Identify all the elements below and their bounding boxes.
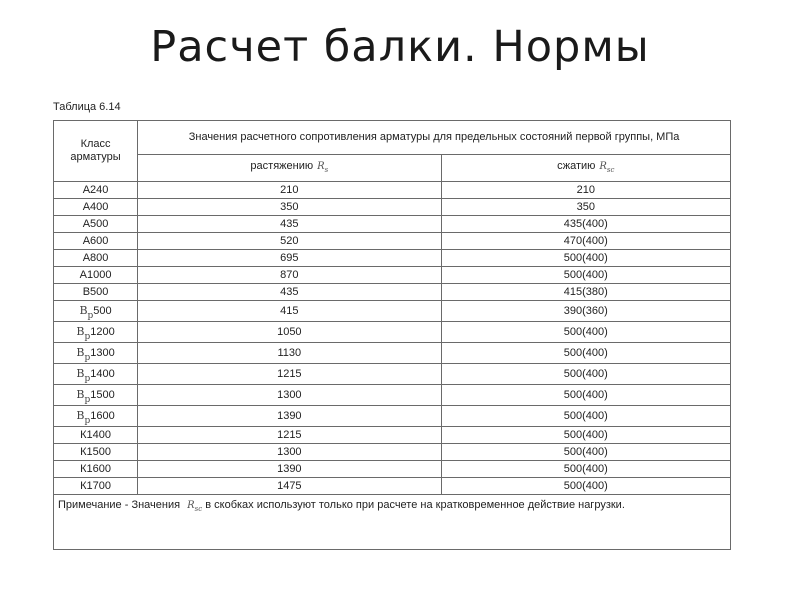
cell-class: К1500 — [54, 444, 138, 461]
cell-class: А240 — [54, 182, 138, 199]
table-subheader-row — [54, 155, 731, 182]
table-row — [54, 322, 731, 343]
cell-compression: 500(400) — [441, 343, 730, 364]
cell-tension: 870 — [138, 267, 441, 284]
cell-class: К1600 — [54, 461, 138, 478]
cell-class: $В_р1300$ — [54, 343, 138, 364]
table-header-row — [54, 121, 731, 155]
rebar-resistance-table — [53, 120, 731, 550]
note-suffix: в скобках используют только при расчете на кратковременное действие нагрузки. — [205, 499, 625, 511]
cell-tension: 350 — [138, 199, 441, 216]
cell-tension: 1390 — [138, 461, 441, 478]
cell-compression: 500(400) — [441, 461, 730, 478]
cell-compression: 390(360) — [441, 301, 730, 322]
cell-compression: 500(400) — [441, 267, 730, 284]
cell-compression: 500(400) — [441, 406, 730, 427]
header-compression-label: сжатию — [557, 159, 596, 172]
cell-tension: 1050 — [138, 322, 441, 343]
header-tension-label: растяжению — [250, 159, 314, 172]
table-row — [54, 250, 731, 267]
cell-class: $В_р1500$ — [54, 385, 138, 406]
table-row — [54, 233, 731, 250]
cell-compression: 500(400) — [441, 427, 730, 444]
cell-tension: 1215 — [138, 427, 441, 444]
cell-compression: 350 — [441, 199, 730, 216]
cell-tension: 1390 — [138, 406, 441, 427]
cell-compression: 500(400) — [441, 478, 730, 495]
cell-tension: 695 — [138, 250, 441, 267]
cell-tension: 1215 — [138, 364, 441, 385]
table-row — [54, 364, 731, 385]
cell-class: А800 — [54, 250, 138, 267]
cell-tension: 435 — [138, 216, 441, 233]
table-note-row — [54, 495, 731, 550]
cell-class: $В_р500$ — [54, 301, 138, 322]
cell-class: В500 — [54, 284, 138, 301]
cell-class: А1000 — [54, 267, 138, 284]
cell-tension: 1130 — [138, 343, 441, 364]
cell-compression: 210 — [441, 182, 730, 199]
cell-compression: 500(400) — [441, 364, 730, 385]
cell-class: К1400 — [54, 427, 138, 444]
cell-tension: 1300 — [138, 385, 441, 406]
header-tension — [138, 155, 441, 182]
cell-tension: 520 — [138, 233, 441, 250]
table-row — [54, 199, 731, 216]
cell-compression: 470(400) — [441, 233, 730, 250]
slide-title: Расчет балки. Нормы — [150, 22, 650, 72]
tension-symbol: $R_s$ — [317, 160, 329, 174]
table-row — [54, 478, 731, 495]
table-row — [54, 301, 731, 322]
cell-class: А400 — [54, 199, 138, 216]
table-row — [54, 182, 731, 199]
cell-tension: 1300 — [138, 444, 441, 461]
compression-symbol: $R_{sc}$ — [599, 160, 615, 174]
table-row — [54, 267, 731, 284]
cell-compression: 415(380) — [441, 284, 730, 301]
table-row — [54, 216, 731, 233]
cell-compression: 500(400) — [441, 250, 730, 267]
cell-tension: 435 — [138, 284, 441, 301]
table-row — [54, 284, 731, 301]
cell-tension: 415 — [138, 301, 441, 322]
cell-compression: 500(400) — [441, 322, 730, 343]
table-row — [54, 461, 731, 478]
table-caption: Таблица 6.14 — [53, 101, 121, 113]
cell-compression: 500(400) — [441, 385, 730, 406]
header-compression — [441, 155, 730, 182]
cell-class: $В_р1200$ — [54, 322, 138, 343]
header-values-title: Значения расчетного сопротивления арматуры для предельных состояний первой группы, МПа — [138, 121, 731, 155]
cell-compression: 500(400) — [441, 444, 730, 461]
table-row — [54, 406, 731, 427]
note-symbol: $R_{sc}$ — [187, 500, 203, 513]
table-row — [54, 444, 731, 461]
note-prefix: Примечание - Значения — [58, 499, 181, 511]
cell-class: $В_р1600$ — [54, 406, 138, 427]
table-note — [54, 495, 731, 550]
cell-class: А600 — [54, 233, 138, 250]
cell-class: К1700 — [54, 478, 138, 495]
cell-compression: 435(400) — [441, 216, 730, 233]
cell-class: А500 — [54, 216, 138, 233]
table-row — [54, 427, 731, 444]
cell-tension: 210 — [138, 182, 441, 199]
table-row — [54, 385, 731, 406]
table-row — [54, 343, 731, 364]
header-rebar-class: Класс арматуры — [54, 121, 138, 182]
cell-tension: 1475 — [138, 478, 441, 495]
cell-class: $В_р1400$ — [54, 364, 138, 385]
